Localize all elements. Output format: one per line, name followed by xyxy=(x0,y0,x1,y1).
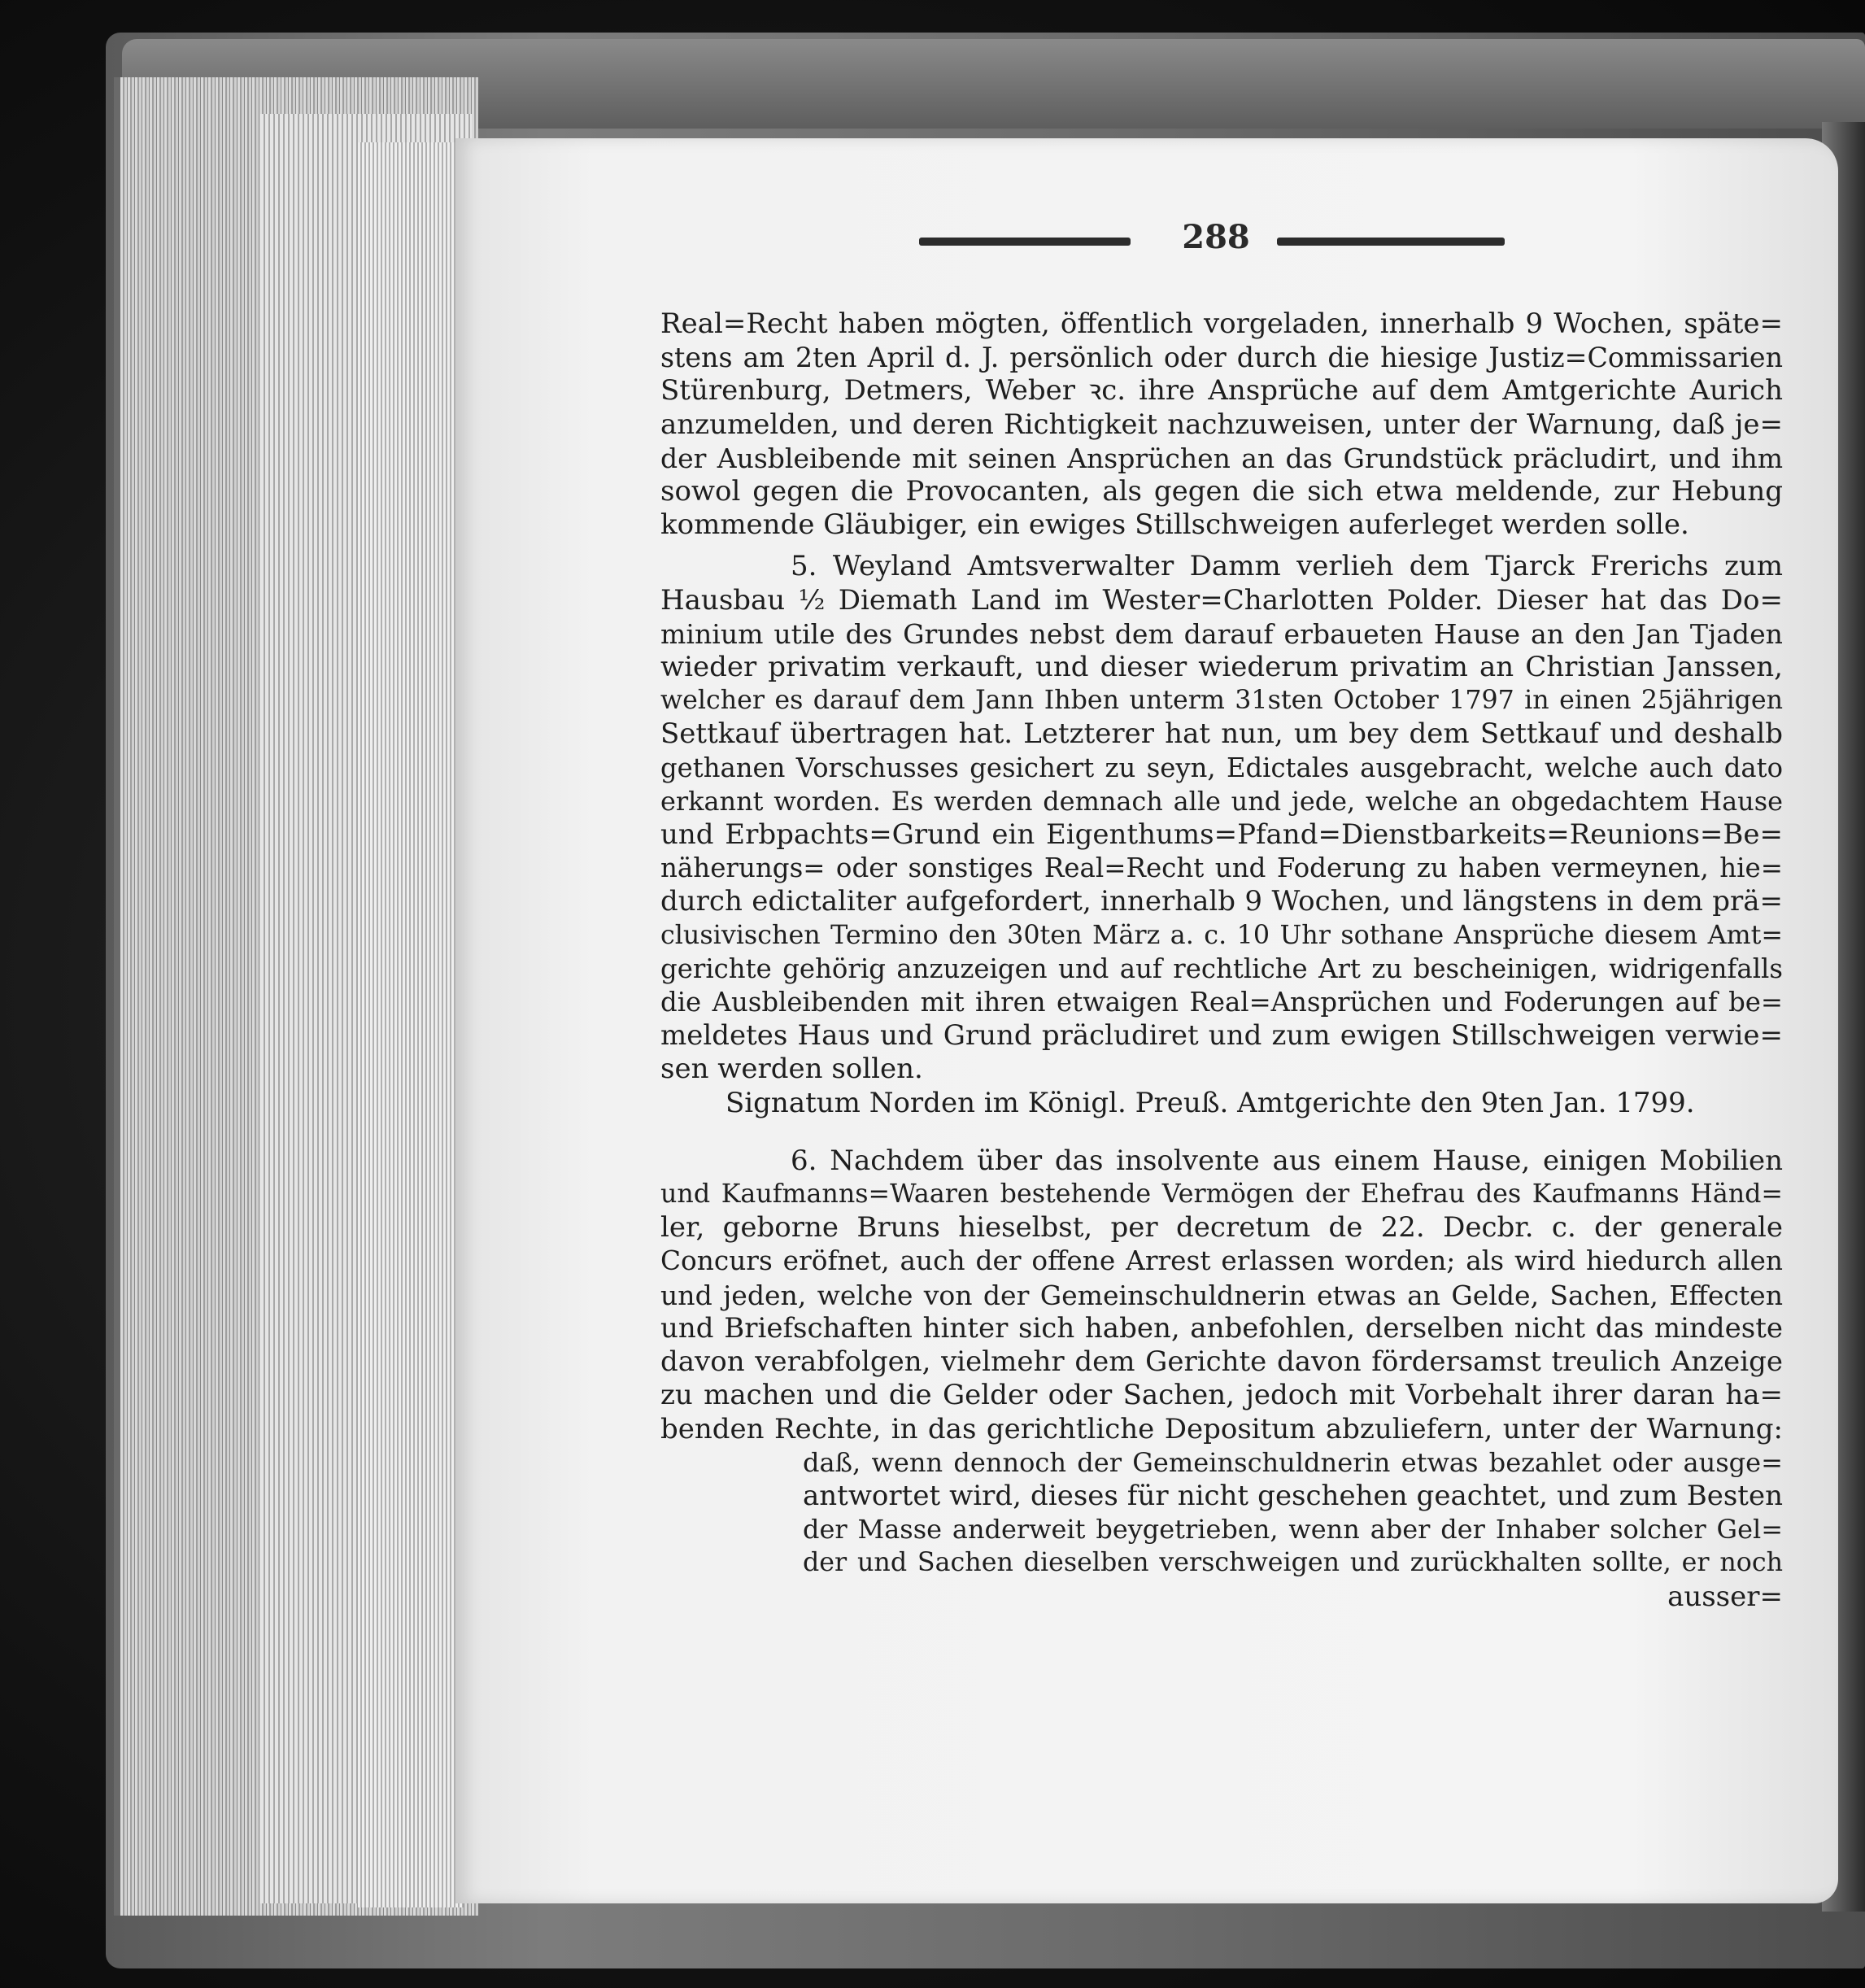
text-line: Stürenburg, Detmers, Weber ꝛc. ihre Ansprüche auf dem Amtgerichte Aurich xyxy=(660,374,1783,408)
text-line: Concurs eröfnet, auch der offene Arrest erlassen worden; als wird hiedurch allen xyxy=(660,1245,1783,1277)
text-line: Hausbau ½ Diemath Land im Wester=Charlotten Polder. Dieser hat das Do= xyxy=(660,583,1783,617)
text-line: und Kaufmanns=Waaren bestehende Vermögen der Ehefrau des Kaufmanns Händ= xyxy=(660,1179,1783,1210)
text-line: und Erbpachts=Grund ein Eigenthums=Pfand=Dienstbarkeits=Reunions=Be= xyxy=(660,818,1783,852)
text-line: ler, geborne Bruns hieselbst, per decretum de 22. Decbr. c. der generale xyxy=(660,1211,1783,1245)
text-line: Settkauf übertragen hat. Letzterer hat nun, um bey dem Settkauf und deshalb xyxy=(660,717,1783,751)
text-line: meldetes Haus und Grund präcludiret und zum ewigen Stillschweigen verwie= xyxy=(660,1019,1783,1053)
paragraph-5 xyxy=(660,550,1783,1086)
text-line: sen werden sollen. xyxy=(660,1053,923,1086)
text-line: gethanen Vorschusses gesichert zu seyn, Edictales ausgebracht, welche auch dato xyxy=(660,752,1783,783)
text-line: näherungs= oder sonstiges Real=Recht und Foderung zu haben vermeynen, hie= xyxy=(660,852,1783,884)
signature-line xyxy=(660,1087,1783,1120)
text-line: und jeden, welche von der Gemeinschuldnerin etwas an Gelde, Sachen, Effecten xyxy=(660,1279,1783,1311)
text-line: der Ausbleibende mit seinen Ansprüchen an das Grundstück präcludirt, und ihm xyxy=(660,442,1783,474)
text-line: davon verabfolgen, vielmehr dem Gerichte davon fördersamst treulich Anzeige xyxy=(660,1345,1783,1379)
page-text xyxy=(660,307,1783,1614)
text-line: Signatum Norden im Königl. Preuß. Amtgerichte den 9ten Jan. 1799. xyxy=(726,1086,1695,1119)
text-line: Real=Recht haben mögten, öffentlich vorgeladen, innerhalb 9 Wochen, späte= xyxy=(660,307,1783,340)
text-line: der und Sachen dieselben verschweigen und zurückhalten sollte, er noch xyxy=(803,1548,1783,1578)
text-line: erkannt worden. Es werden demnach alle und jede, welche an obgedachtem Hause xyxy=(660,785,1783,817)
page-number: 288 xyxy=(1182,218,1250,256)
text-line: durch edictaliter aufgefordert, innerhalb 9 Wochen, und längstens in dem prä= xyxy=(660,885,1783,918)
header-rule-right xyxy=(1277,238,1505,246)
text-line: wieder privatim verkauft, und dieser wiederum privatim an Christian Janssen, xyxy=(660,651,1783,684)
text-line: clusivischen Termino den 30ten März a. c. 10 Uhr sothane Ansprüche diesem Amt= xyxy=(660,920,1783,950)
page-block-edges-innermost xyxy=(358,142,464,1907)
text-line: die Ausbleibenden mit ihren etwaigen Real=Ansprüchen und Foderungen auf be= xyxy=(660,987,1783,1018)
text-line: und Briefschaften hinter sich haben, anbefohlen, derselben nicht das mindeste xyxy=(660,1311,1783,1345)
text-line: welcher es darauf dem Jann Ihben unterm 31sten October 1797 in einen 25jährigen xyxy=(660,686,1783,716)
text-line: zu machen und die Gelder oder Sachen, jedoch mit Vorbehalt ihrer daran ha= xyxy=(660,1379,1783,1412)
text-line: minium utile des Grundes nebst dem darauf erbaueten Hause an den Jan Tjaden xyxy=(660,617,1783,650)
text-line: stens am 2ten April d. J. persönlich oder durch die hiesige Justiz=Commissarien xyxy=(660,342,1783,374)
text-line: daß, wenn dennoch der Gemeinschuldnerin etwas bezahlet oder ausge= xyxy=(803,1446,1783,1478)
text-line: der Masse anderweit beygetrieben, wenn aber der Inhaber solcher Gel= xyxy=(803,1514,1783,1545)
header-rule-left xyxy=(919,238,1131,246)
catchword: ausser= xyxy=(1667,1580,1783,1613)
text-line: kommende Gläubiger, ein ewiges Stillschweigen auferleget werden solle. xyxy=(660,508,1689,542)
paragraph-continued xyxy=(660,307,1783,542)
text-line: antwortet wird, dieses für nicht geschehen geachtet, und zum Besten xyxy=(803,1479,1783,1512)
paragraph-6 xyxy=(660,1144,1783,1446)
text-line: 5. Weyland Amtsverwalter Damm verlieh dem Tjarck Frerichs zum xyxy=(791,550,1783,583)
text-line: sowol gegen die Provocanten, als gegen die sich etwa meldende, zur Hebung xyxy=(660,475,1783,508)
text-line: benden Rechte, in das gerichtliche Depositum abzuliefern, unter der Warnung: xyxy=(660,1412,1783,1445)
text-line: 6. Nachdem über das insolvente aus einem Hause, einigen Mobilien xyxy=(791,1144,1783,1177)
text-line: anzumelden, und deren Richtigkeit nachzuweisen, unter der Warnung, daß je= xyxy=(660,408,1783,441)
paragraph-6-warning xyxy=(803,1446,1783,1580)
page-header xyxy=(919,218,1505,259)
text-line: gerichte gehörig anzuzeigen und auf rechtliche Art zu bescheinigen, widrigenfalls xyxy=(660,953,1783,984)
